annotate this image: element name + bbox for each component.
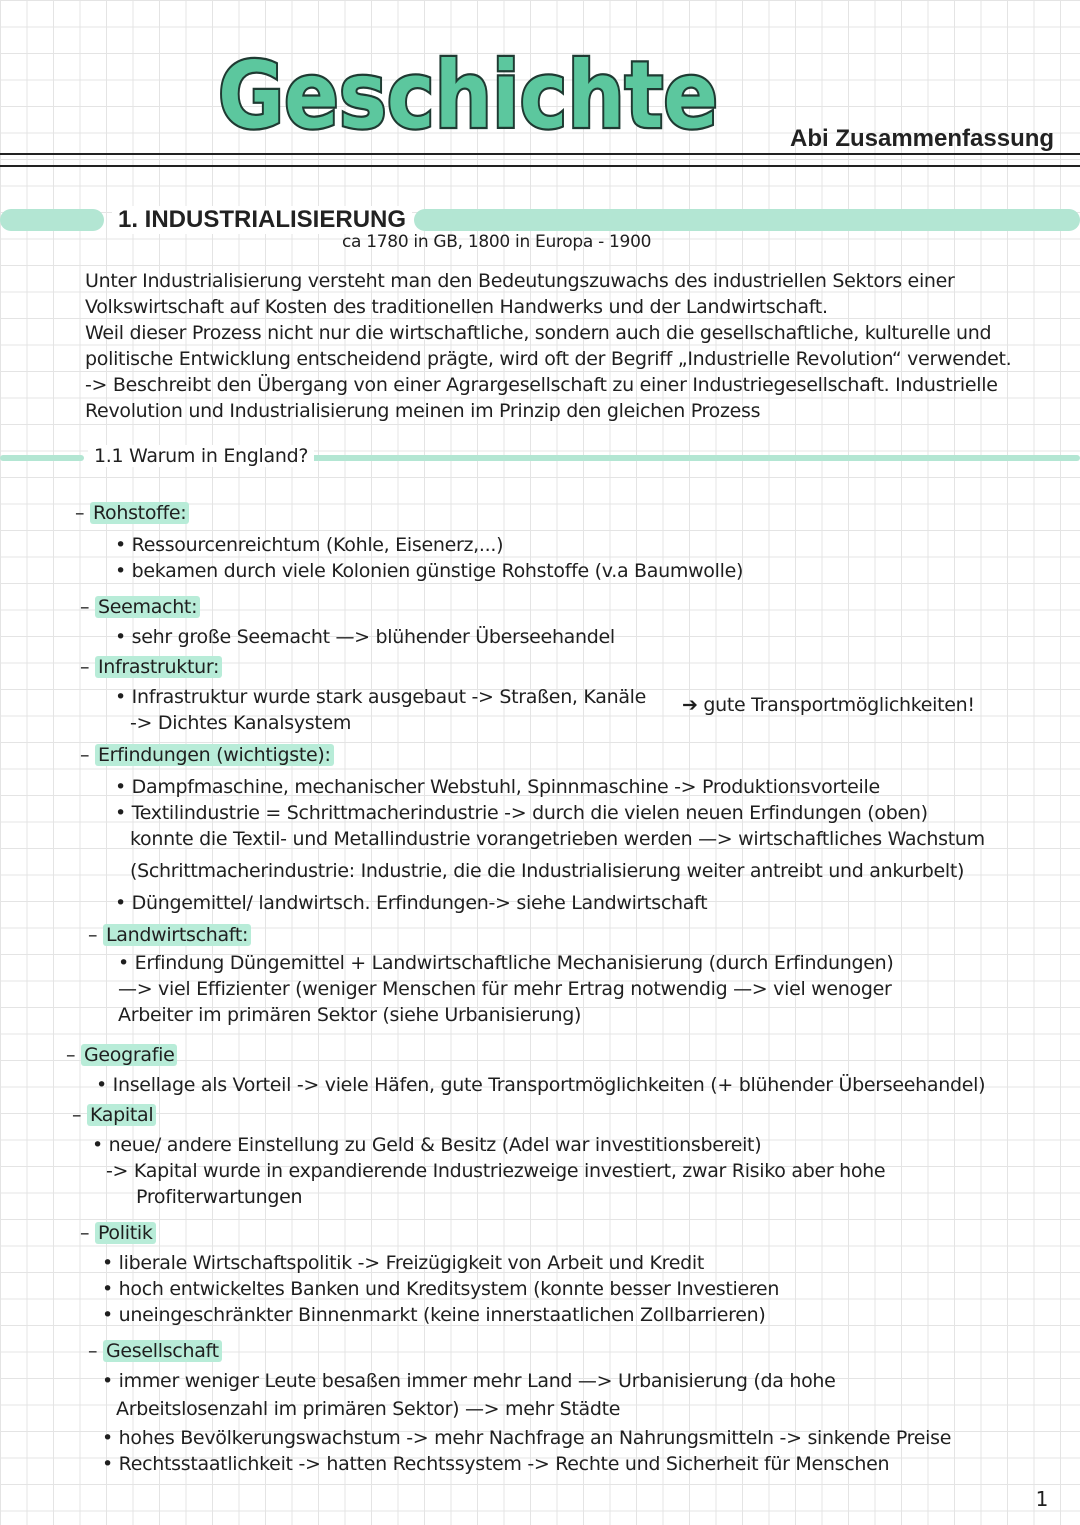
page-title [210, 22, 730, 149]
topic-infrastruktur: – Infrastruktur: [80, 656, 222, 678]
list-item-continuation: Arbeiter im primären Sektor (siehe Urbanisierung) [118, 1004, 582, 1026]
list-item-continuation: Profiterwartungen [136, 1186, 303, 1208]
topic-gesellschaft: – Gesellschaft [88, 1340, 222, 1362]
topic-heading: Geografie [81, 1044, 178, 1066]
topic-heading: Seemacht: [95, 596, 200, 618]
topic-heading: Politik [95, 1222, 156, 1244]
topic-heading: Rohstoffe: [90, 502, 189, 524]
list-item: • immer weniger Leute besaßen immer mehr Land —> Urbanisierung (da hohe [102, 1370, 836, 1392]
list-item: • Düngemittel/ landwirtsch. Erfindungen-> siehe Landwirtschaft [115, 892, 708, 914]
topic-rohstoffe: – Rohstoffe: [75, 502, 189, 524]
list-item: • Ressourcenreichtum (Kohle, Eisenerz,...) [115, 534, 504, 556]
section-band-right [414, 209, 1080, 231]
topic-politik: – Politik [80, 1222, 156, 1244]
definition-note: (Schrittmacherindustrie: Industrie, die die Industrialisierung weiter antreibt und ankurbelt) [130, 860, 965, 882]
subsection-band-left [0, 455, 84, 461]
list-item: • Rechtsstaatlichkeit -> hatten Rechtssystem -> Rechte und Sicherheit für Menschen [102, 1453, 890, 1475]
list-item: • Textilindustrie = Schrittmacherindustrie -> durch die vielen neuen Erfindungen (oben) [115, 802, 928, 824]
topic-erfindungen: – Erfindungen (wichtigste): [80, 744, 334, 766]
list-item-continuation: —> viel Effizienter (weniger Menschen für mehr Ertrag notwendig —> viel wenoger [118, 978, 892, 1000]
list-item: • hoch entwickeltes Banken und Kreditsystem (konnte besser Investieren [102, 1278, 780, 1300]
list-item: • Dampfmaschine, mechanischer Webstuhl, Spinnmaschine -> Produktionsvorteile [115, 776, 880, 798]
intro-line: Volkswirtschaft auf Kosten des traditionellen Handwerks und der Landwirtschaft. [85, 296, 828, 318]
header-rule-top [0, 153, 1080, 155]
topic-heading: Kapital [87, 1104, 156, 1126]
list-item: • sehr große Seemacht —> blühender Überseehandel [115, 626, 615, 648]
intro-paragraph [85, 268, 1012, 424]
list-item-continuation: -> Dichtes Kanalsystem [130, 712, 352, 734]
intro-line: Unter Industrialisierung versteht man den Bedeutungszuwachs des industriellen Sektors einer [85, 270, 955, 292]
section-title: 1. INDUSTRIALISIERUNG [112, 206, 412, 234]
topic-seemacht: – Seemacht: [80, 596, 200, 618]
list-item: • Infrastruktur wurde stark ausgebaut -> Straßen, Kanäle [115, 686, 647, 708]
topic-kapital: – Kapital [72, 1104, 156, 1126]
list-item: • hohes Bevölkerungswachstum -> mehr Nachfrage an Nahrungsmitteln -> sinkende Preise [102, 1427, 952, 1449]
page-subtitle: Abi Zusammenfassung [790, 125, 1055, 152]
list-item: • liberale Wirtschaftspolitik -> Freizügigkeit von Arbeit und Kredit [102, 1252, 704, 1274]
side-note: ➔ gute Transportmöglichkeiten! [682, 694, 975, 716]
subsection-band-right [286, 455, 1080, 461]
list-item-continuation: -> Kapital wurde in expandierende Industriezweige investiert, zwar Risiko aber hohe [106, 1160, 886, 1182]
intro-line: Weil dieser Prozess nicht nur die wirtschaftliche, sondern auch die gesellschaftliche, kulturelle und [85, 322, 992, 344]
intro-line: Revolution und Industrialisierung meinen im Prinzip den gleichen Prozess [85, 400, 761, 422]
topic-heading: Erfindungen (wichtigste): [95, 744, 334, 766]
list-item: • Erfindung Düngemittel + Landwirtschaftliche Mechanisierung (durch Erfindungen) [118, 952, 894, 974]
page-title-text: Geschichte [218, 42, 718, 149]
list-item-continuation: konnte die Textil- und Metallindustrie vorangetrieben werden —> wirtschaftliches Wachstum [130, 828, 985, 850]
list-item: • uneingeschränkter Binnenmarkt (keine innerstaatlichen Zollbarrieren) [102, 1304, 766, 1326]
topic-landwirtschaft: – Landwirtschaft: [88, 924, 251, 946]
list-item-continuation: Arbeitslosenzahl im primären Sektor) —> mehr Städte [116, 1398, 621, 1420]
list-item: • bekamen durch viele Kolonien günstige Rohstoffe (v.a Baumwolle) [115, 560, 744, 582]
topic-geografie: – Geografie [66, 1044, 177, 1066]
intro-line: politische Entwicklung entscheidend prägte, wird oft der Begriff „Industrielle Revolution“ verwendet. [85, 348, 1012, 370]
list-item: • Insellage als Vorteil -> viele Häfen, gute Transportmöglichkeiten (+ blühender Überseehandel) [96, 1074, 986, 1096]
subsection-title: 1.1 Warum in England? [88, 445, 314, 467]
topic-heading: Landwirtschaft: [103, 924, 251, 946]
intro-line: -> Beschreibt den Übergang von einer Agrargesellschaft zu einer Industriegesellschaft. Industrielle [85, 374, 998, 396]
header-rule-bottom [0, 165, 1080, 167]
list-item: • neue/ andere Einstellung zu Geld & Besitz (Adel war investitionsbereit) [92, 1134, 762, 1156]
topic-heading: Infrastruktur: [95, 656, 222, 678]
section-band-left [0, 209, 104, 231]
page-number: 1 [1035, 1487, 1048, 1511]
arrow-right-icon: ➔ [682, 694, 698, 716]
topic-heading: Gesellschaft [103, 1340, 222, 1362]
section-dates: ca 1780 in GB, 1800 in Europa - 1900 [342, 232, 652, 252]
